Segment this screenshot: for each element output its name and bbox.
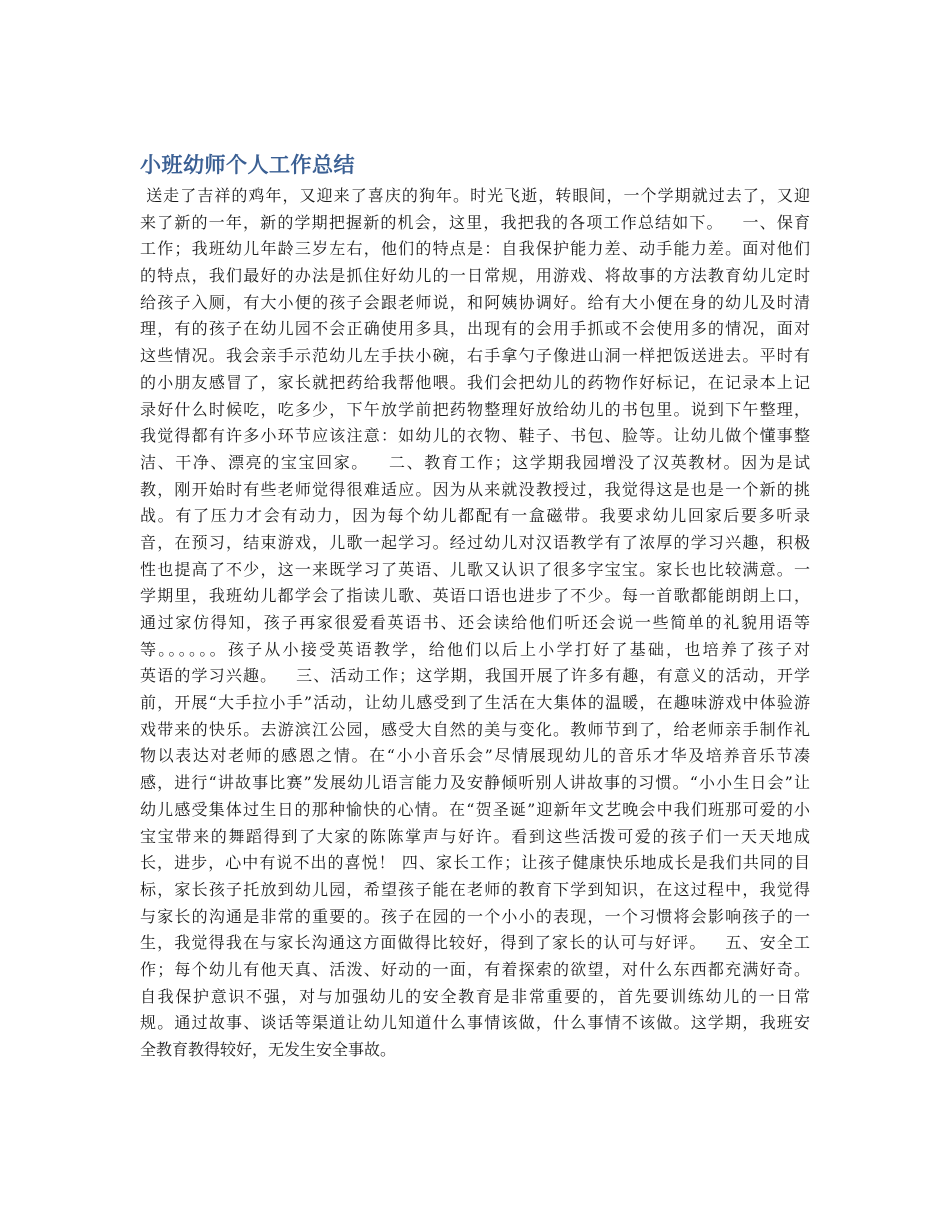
body-text-line: 等。。。。。。孩子从小接受英语教学，给他们以后上小学打好了基础，也培养了孩子对 xyxy=(140,639,810,659)
body-text-line: 幼儿感受集体过生日的那种愉快的心情。在“贺圣诞”迎新年文艺晚会中我们班那可爱的小 xyxy=(140,799,810,819)
body-text-line: 送走了吉祥的鸡年，又迎来了喜庆的狗年。时光飞逝，转眼间，一个学期就过去了，又迎 xyxy=(140,186,810,205)
body-text-line: 与家长的沟通是非常的重要的。孩子在园的一个小小的表现，一个习惯将会影响孩子的一 xyxy=(140,906,810,926)
body-text-line: 生，我觉得我在与家长沟通这方面做得比较好，得到了家长的认可与好评。 五、安全工 xyxy=(140,933,810,953)
document-title: 小班幼师个人工作总结 xyxy=(140,153,355,177)
body-text-line: 的特点，我们最好的办法是抓住好幼儿的一日常规，用游戏、将故事的方法教育幼儿定时 xyxy=(140,266,810,286)
body-text-line: 前，开展“大手拉小手”活动，让幼儿感受到了生活在大集体的温暖，在趣味游戏中体验游 xyxy=(140,693,810,713)
body-text-line: 作；每个幼儿有他天真、活泼、好动的一面，有着探索的欲望，对什么东西都充满好奇。 xyxy=(140,959,810,979)
body-text-line: 我觉得都有许多小环节应该注意：如幼儿的衣物、鞋子、书包、脸等。让幼儿做个懂事整 xyxy=(140,426,810,446)
body-text-line: 自我保护意识不强，对与加强幼儿的安全教育是非常重要的，首先要训练幼儿的一日常 xyxy=(140,986,810,1006)
body-text-line: 工作；我班幼儿年龄三岁左右，他们的特点是：自我保护能力差、动手能力差。面对他们 xyxy=(140,239,810,259)
body-text-line: 录好什么时候吃，吃多少，下午放学前把药物整理好放给幼儿的书包里。说到下午整理， xyxy=(140,399,810,419)
body-text-line: 这些情况。我会亲手示范幼儿左手扶小碗，右手拿勺子像进山洞一样把饭送进去。平时有 xyxy=(140,346,810,366)
body-text-line: 宝宝带来的舞蹈得到了大家的陈陈掌声与好许。看到这些活拨可爱的孩子们一天天地成 xyxy=(140,826,810,846)
body-text-line: 英语的学习兴趣。 三、活动工作；这学期，我国开展了许多有趣，有意义的活动，开学 xyxy=(140,666,810,686)
body-text-line: 教，刚开始时有些老师觉得很难适应。因为从来就没教授过，我觉得这是也是一个新的挑 xyxy=(140,479,810,499)
body-text-line: 理，有的孩子在幼儿园不会正确使用多具，出现有的会用手抓或不会使用多的情况，面对 xyxy=(140,319,810,339)
body-text-line: 音，在预习，结束游戏，儿歌一起学习。经过幼儿对汉语教学有了浓厚的学习兴趣，积极 xyxy=(140,532,810,552)
body-text-line: 物以表达对老师的感恩之情。在“小小音乐会”尽情展现幼儿的音乐才华及培养音乐节凑 xyxy=(140,746,810,766)
body-text-line: 性也提高了不少，这一来既学习了英语、儿歌又认识了很多字宝宝。家长也比较满意。一 xyxy=(140,559,810,579)
document-body xyxy=(140,183,810,1064)
body-text-line: 来了新的一年，新的学期把握新的机会，这里，我把我的各项工作总结如下。 一、保育 xyxy=(140,212,810,232)
body-text-line: 全教育教得较好，无发生安全事故。 xyxy=(140,1040,397,1059)
body-text-line: 洁、干净、漂亮的宝宝回家。 二、教育工作；这学期我园增没了汉英教材。因为是试 xyxy=(140,452,810,472)
body-text-line: 的小朋友感冒了，家长就把药给我帮他喂。我们会把幼儿的药物作好标记，在记录本上记 xyxy=(140,372,810,392)
body-text-line: 长，进步，心中有说不出的喜悦！ 四、家长工作；让孩子健康快乐地成长是我们共同的目 xyxy=(140,853,810,873)
body-text-line: 学期里，我班幼儿都学会了指读儿歌、英语口语也进步了不少。每一首歌都能朗朗上口， xyxy=(140,586,810,606)
body-text-line: 战。有了压力才会有动力，因为每个幼儿都配有一盒磁带。我要求幼儿回家后要多听录 xyxy=(140,506,810,526)
body-text-line: 给孩子入厕，有大小便的孩子会跟老师说，和阿姨协调好。给有大小便在身的幼儿及时清 xyxy=(140,292,810,312)
body-text-line: 通过家仿得知，孩子再家很爱看英语书、还会读给他们听还会说一些简单的礼貌用语等 xyxy=(140,613,810,632)
body-text-line: 感，进行“讲故事比赛”发展幼儿语言能力及安静倾听别人讲故事的习惯。“小小生日会”让 xyxy=(140,773,810,793)
body-text-line: 标，家长孩子托放到幼儿园，希望孩子能在老师的教育下学到知识，在这过程中，我觉得 xyxy=(140,879,810,899)
body-text-line: 规。通过故事、谈话等渠道让幼儿知道什么事情该做，什么事情不该做。这学期，我班安 xyxy=(140,1013,810,1033)
body-text-line: 戏带来的快乐。去游滨江公园，感受大自然的美与变化。教师节到了，给老师亲手制作礼 xyxy=(140,719,810,739)
